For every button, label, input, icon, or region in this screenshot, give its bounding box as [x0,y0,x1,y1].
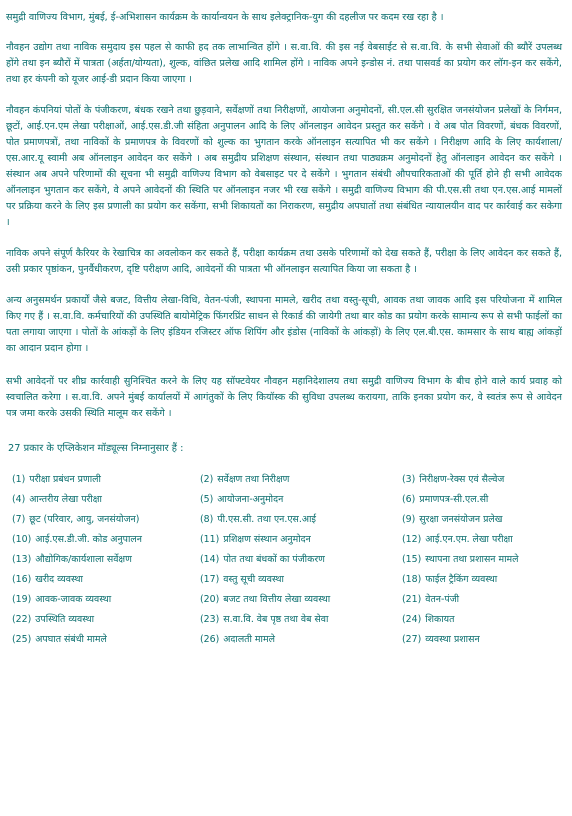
module-item [12,631,200,648]
module-label: वेतन-पंजी [425,594,460,605]
support-functions-paragraph: अन्य अनुसमर्थन प्रकार्यों जैसे बजट, वित्तीय लेखा-विधि, वेतन-पंजी, स्थापना मामले, खरीद तथा वस्तु-सूची, आवक तथा जावक आदि इस परियोजना में शामिल किए गए हैं । स.वा.वि. कर्मचारियों की उपस्थिति बायोमेट्रिक फिंगरप्रिंट साधन से रिकार्ड की जायेगी तथा बार कोड का प्रयोग करके सामान्य रूप से सभी फाईलों का पता लगाया जाएगा । पोतों के आंकड़ों के लिए इंडियन रजिस्टर ऑफ शिपिंग और इंडोस (नाविकों के आंकड़ों) के लिए एल.बी.एस. कामसार के साथ बाह्य आंकड़ों का आदान प्रदान होगा । [6,295,562,354]
modules-list [12,471,562,648]
module-number: (10) [12,534,32,545]
module-label: आई.एस.डी.जी. कोड अनुपालन [35,534,142,545]
modules-heading: 27 प्रकार के एप्लिकेशन मॉड्यूल्स निम्नानुसार हैं : [8,443,184,454]
module-item [402,611,568,628]
module-item [12,551,200,568]
module-item [200,551,402,568]
module-label: आवक-जावक व्यवस्था [35,594,112,605]
module-item [402,471,568,488]
seafarers-paragraph: नाविक अपने संपूर्ण कैरियर के रेखाचित्र का अवलोकन कर सकते हैं, परीक्षा कार्यक्रम तथा उसके परिणामों को देख सकते हैं, परीक्षा के लिए आवेदन कर सकते हैं, उसी प्रकार पृष्ठांकन, पुनर्वैधीकरण, दृष्टि परीक्षण आदि, आवेदनों की पात्रता भी ऑनलाइन सत्यापित किया जा सकता है । [6,248,562,275]
module-number: (11) [200,534,220,545]
module-item [200,511,402,528]
module-item [12,511,200,528]
module-label: पी.एस.सी. तथा एन.एस.आई [217,514,317,525]
module-label: आन्तरीय लेखा परीक्षा [29,494,102,505]
module-number: (24) [402,614,422,625]
module-item [200,491,402,508]
module-item [12,471,200,488]
module-item [402,551,568,568]
module-number: (2) [200,474,214,485]
module-label: प्रशिक्षण संस्थान अनुमोदन [223,534,311,545]
module-label: छूट (परिवार, आयु, जनसंयोजन) [29,514,140,525]
module-label: आयोजना-अनुमोदन [217,494,284,505]
module-item [402,571,568,588]
module-item [200,531,402,548]
module-label: बजट तथा वित्तीय लेखा व्यवस्था [223,594,331,605]
module-number: (16) [12,574,32,585]
module-item [12,591,200,608]
module-number: (4) [12,494,26,505]
module-number: (14) [200,554,220,565]
module-item [12,531,200,548]
module-label: खरीद व्यवस्था [35,574,83,585]
module-number: (22) [12,614,32,625]
shipping-companies-paragraph: नौवहन कंपनियां पोतों के पंजीकरण, बंधक रखने तथा छुड़वाने, सर्वेक्षणों तथा निरीक्षणों, आयोजना अनुमोदनों, सी.एल.सी सुरक्षित जनसंयोजन प्रलेखों के निर्गमन, छूटों, आई.एन.एम लेखा परीक्षाओं, आई.एस.डी.जी संहिता अनुपालन आदि के लिए ऑनलाइन आवेदन प्रस्तुत कर सकेंगे । वे अब पोत विवरणों, बंधक विवरणों, पोत प्रमाणपत्रों, तथा नाविकों के प्रमाणपत्र के विवरणों को शुल्क का भुगतान करके ऑनलाइन सत्यापित भी कर सकेंगे । निरीक्षण आदि के लिए कार्यशाला/एस.आर.यू स्वामी अब ऑनलाइन आवेदन कर सकेंगे । अब समुद्रीय प्रशिक्षण संस्थान, संस्थान तथा पाठ्यक्रम अनुमोदनों हेतु ऑनलाइन आवेदन कर सकेंगे । संस्थान अब अपने परिणामों की सूचना भी समुद्री वाणिज्य विभाग को वेबसाइट पर दे सकेंगे । भुगतान संबंधी औपचारिकताओं की पूर्ति होने ही सभी आवेदक ऑनलाइन भुगतान कर सकेंगे, वे अपने आवेदनों की स्थिति पर ऑनलाइन नजर भी रख सकेंगे । समुद्री वाणिज्य विभाग की पी.एस.सी तथा एन.एस.आई मामलों पर प्रक्रिया करने के लिए इस प्रणाली का प्रयोग कर सकेंगा, सभी शिकायतों का निराकरण, समुद्रीय अपघातों तथा संबंधित न्यायालयीन वाद पर कार्रवाई कर सकेगा । [6,105,562,228]
module-label: व्यवस्था प्रशासन [425,634,480,645]
workflow-paragraph: सभी आवेदनों पर शीघ्र कार्रवाही सुनिश्चित करने के लिए यह सॉफ्टवेयर नौवहन महानिदेशालय तथा समुद्री वाणिज्य विभाग के बीच होने वाले कार्य प्रवाह को स्वचालित करेगा । स.वा.वि. अपने मुंबई कार्यालयों में आगंतुकों के लिए कियॉस्क की सुविधा उपलब्ध करायगा, ताकि इनका प्रयोग कर, वे स्वतंत्र रूप से आवेदन पत्र जमा करके उसकी स्थिति मालूम कर सकेंगे । [6,376,562,419]
module-number: (17) [200,574,220,585]
module-item [402,631,568,648]
module-item [402,591,568,608]
module-number: (5) [200,494,214,505]
module-number: (3) [402,474,416,485]
module-label: स्थापना तथा प्रशासन मामले [425,554,519,565]
module-label: उपस्थिति व्यवस्था [35,614,95,625]
module-number: (19) [12,594,32,605]
benefits-paragraph: नौवहन उद्योग तथा नाविक समुदाय इस पहल से काफी हद तक लाभान्वित होंगे । स.वा.वि. की इस नई वेबसाईट से स.वा.वि. के सभी सेवाओं की ब्यौरें उपलब्ध होंगे तथा इन ब्यौरों में पात्रता (अर्हता/योग्यता), शुल्क, वांछित प्रलेख आदि शामिल होंगे । नाविक अपने इन्डोस नं. तथा पासवर्ड का प्रयोग कर लॉग-इन कर सकेंगे, तथा हर कंपनी को यूजर आई-डी प्रदान किया जाएगा । [6,42,562,85]
module-number: (9) [402,514,416,525]
module-item [200,631,402,648]
module-number: (18) [402,574,422,585]
module-number: (1) [12,474,26,485]
module-number: (25) [12,634,32,645]
module-number: (13) [12,554,32,565]
module-number: (15) [402,554,422,565]
module-label: निरीक्षण-रेक्स एवं सैल्वेज [419,474,505,485]
module-item [200,591,402,608]
module-label: वस्तु सूची व्यवस्था [223,574,284,585]
module-item [200,571,402,588]
module-label: सुरक्षा जनसंयोजन प्रलेख [419,514,503,525]
module-label: आई.एन.एम. लेखा परीक्षा [425,534,513,545]
module-label: सर्वेक्षण तथा निरीक्षण [217,474,290,485]
module-item [402,531,568,548]
intro-paragraph: समुद्री वाणिज्य विभाग, मुंबई, ई-अभिशासन कार्यक्रम के कार्यान्वयन के साथ इलेक्ट्रानिक-युग की दहलीज पर कदम रख रहा है । [6,12,444,23]
module-item [402,511,568,528]
module-label: फाईल ट्रैकिंग व्यवस्था [425,574,498,585]
module-number: (20) [200,594,220,605]
module-label: शिकायत [425,614,455,625]
document-page [6,10,562,648]
module-label: अपघात संबंधी मामले [35,634,107,645]
module-label: पोत तथा बंधकों का पंजीकरण [223,554,325,565]
module-number: (23) [200,614,220,625]
module-item [12,611,200,628]
module-item [12,491,200,508]
module-number: (12) [402,534,422,545]
module-item [12,571,200,588]
module-number: (8) [200,514,214,525]
module-label: अदालती मामले [223,634,275,645]
module-item [402,491,568,508]
module-item [200,611,402,628]
module-label: प्रमाणपत्र-सी.एल.सी [419,494,489,505]
module-item [200,471,402,488]
module-label: परीक्षा प्रबंधन प्रणाली [29,474,101,485]
module-number: (6) [402,494,416,505]
module-label: औद्योगिक/कार्यशाला सर्वेक्षण [35,554,132,565]
module-number: (21) [402,594,422,605]
module-label: स.वा.वि. वेब पृष्ठ तथा वेब सेवा [223,614,329,625]
module-number: (27) [402,634,422,645]
module-number: (26) [200,634,220,645]
module-number: (7) [12,514,26,525]
